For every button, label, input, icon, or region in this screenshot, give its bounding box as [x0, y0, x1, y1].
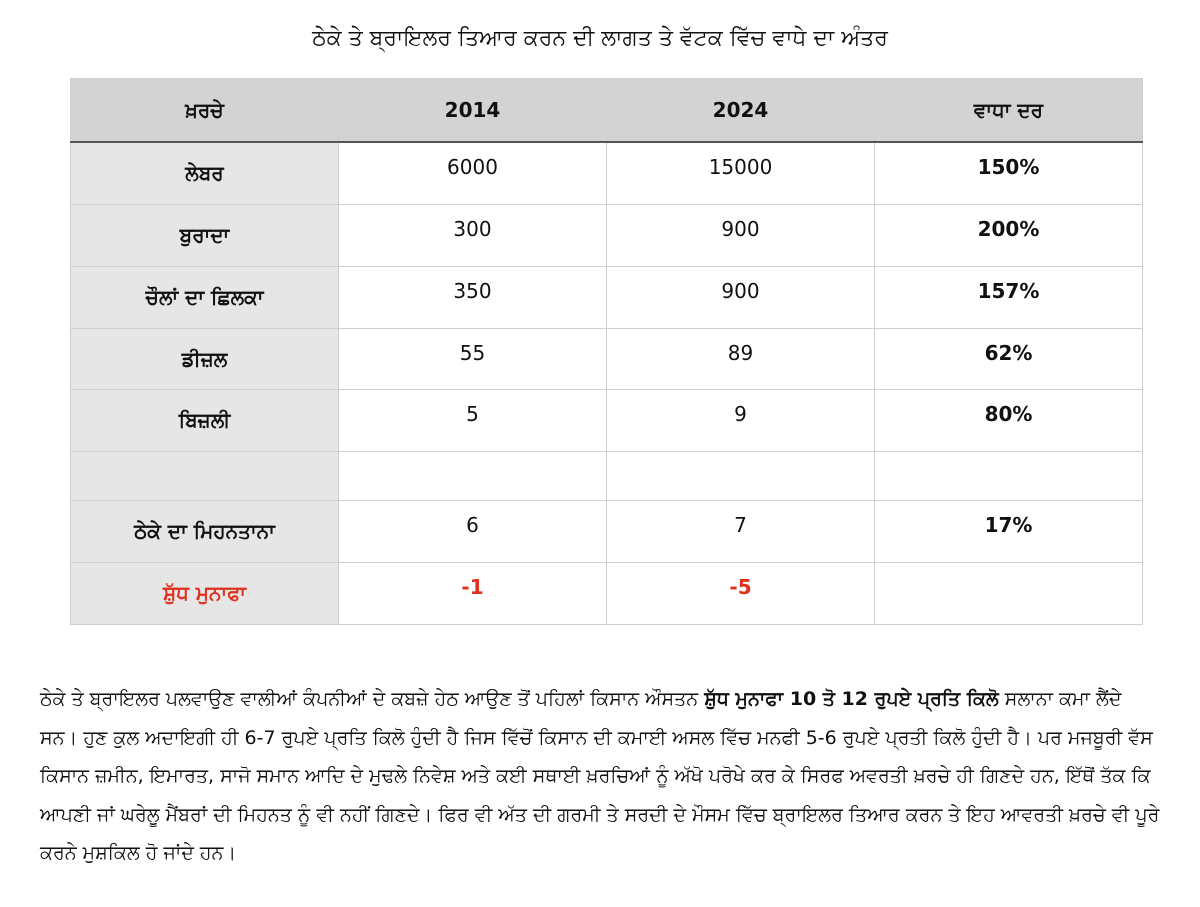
value-2024: [607, 500, 875, 562]
value-2024: [607, 328, 875, 389]
value-2024-text: -5: [729, 575, 752, 599]
value-2024: [607, 389, 875, 451]
header-growth-rate: ਵਾਧਾ ਦਰ: [875, 79, 1143, 143]
row-label-text: ਚੌਲਾਂ ਦਾ ਛਿਲਕਾ: [145, 285, 264, 309]
row-label: [71, 328, 339, 389]
value-2014: [339, 451, 607, 500]
row-label: [71, 451, 339, 500]
value-2024-text: 89: [727, 340, 754, 365]
growth-rate: [875, 562, 1143, 624]
growth-rate-text: 150%: [977, 155, 1040, 180]
value-2014: [339, 562, 607, 624]
row-label-text: ਬਿਜ਼ਲੀ: [178, 408, 231, 432]
row-label-text: ਡੀਜ਼ਲ: [181, 346, 228, 371]
value-2024: [607, 266, 875, 328]
table-row: [71, 389, 1143, 451]
value-2014: [339, 500, 607, 562]
row-label: [71, 500, 339, 562]
row-label: [71, 266, 339, 328]
value-2014: [339, 204, 607, 266]
paragraph-intro: ਠੇਕੇ ਤੇ ਬ੍ਰਾਇਲਰ ਪਲਵਾਉਣ ਵਾਲੀਆਂ ਕੰਪਨੀਆਂ ਦੇ ਕਬਜ਼ੇ ਹੇਠ ਆਉਣ ਤੋਂ ਪਹਿਲਾਂ ਕਿਸਾਨ ਔਸਤਨ: [40, 688, 705, 710]
value-2024-text: 7: [734, 513, 747, 537]
header-expenses: ਖ਼ਰਚੇ: [71, 79, 339, 143]
value-2024: [607, 142, 875, 204]
value-2014-text: 6: [466, 513, 479, 537]
value-2024: [607, 451, 875, 500]
paragraph-highlight: ਸ਼ੁੱਧ ਮੁਨਾਫਾ 10 ਤੋ 12 ਰੁਪਏ ਪ੍ਰਤਿ ਕਿਲੋ: [704, 688, 999, 710]
growth-rate: [875, 500, 1143, 562]
growth-rate: [875, 328, 1143, 389]
value-2024-text: 9: [734, 402, 747, 426]
value-2024-text: 900: [721, 279, 760, 303]
value-2014-text: 5: [466, 402, 479, 426]
growth-rate: [875, 451, 1143, 500]
table-row-empty: [71, 451, 1143, 500]
value-2014-text: 300: [453, 217, 492, 241]
table-row-net-profit: [71, 562, 1143, 624]
row-label-text: ਸ਼ੁੱਧ ਮੁਨਾਫਾ: [162, 581, 247, 605]
value-2014-text: 350: [453, 279, 492, 303]
table-row: [71, 328, 1143, 389]
table-row: [71, 204, 1143, 266]
growth-rate-text: 80%: [984, 402, 1033, 426]
growth-rate: [875, 389, 1143, 451]
value-2014: [339, 142, 607, 204]
value-2014-text: -1: [461, 575, 484, 599]
table-header-row: [71, 79, 1143, 143]
value-2024: [607, 562, 875, 624]
value-2014-text: 55: [459, 340, 486, 365]
row-label: [71, 204, 339, 266]
growth-rate-text: 17%: [984, 513, 1033, 537]
row-label: [71, 562, 339, 624]
header-2024: 2024: [607, 79, 875, 143]
value-2024-text: 15000: [708, 155, 773, 180]
table-row: [71, 266, 1143, 328]
row-label: [71, 389, 339, 451]
table-row: [71, 500, 1143, 562]
value-2014: [339, 328, 607, 389]
growth-rate: [875, 266, 1143, 328]
page-title: ਠੇਕੇ ਤੇ ਬ੍ਰਾਇਲਰ ਤਿਆਰ ਕਰਨ ਦੀ ਲਾਗਤ ਤੇ ਵੱਟਕ ਵਿੱਚ ਵਾਧੇ ਦਾ ਅੰਤਰ: [312, 26, 888, 51]
row-label-text: ਲੇਬਰ: [185, 161, 224, 186]
value-2014: [339, 266, 607, 328]
header-2014: 2014: [339, 79, 607, 143]
explanation-paragraph: [40, 680, 1160, 873]
row-label-text: ਠੇਕੇ ਦਾ ਮਿਹਨਤਾਨਾ: [134, 519, 275, 543]
value-2024: [607, 204, 875, 266]
paragraph-body: ਸਲਾਨਾ ਕਮਾ ਲੈਂਦੇ ਸਨ। ਹੁਣ ਕੁਲ ਅਦਾਇਗੀ ਹੀ 6-7 ਰੁਪਏ ਪ੍ਰਤਿ ਕਿਲੋ ਹੁੰਦੀ ਹੈ ਜਿਸ ਵਿੱਚੋਂ ਕਿਸਾਨ ਦੀ ਕਮਾਈ ਅਸਲ ਵਿੱਚ ਮਨਫੀ 5-6 ਰੁਪਏ ਪ੍ਰਤੀ ਕਿਲੋ ਹੁੰਦੀ ਹੈ। ਪਰ ਮਜਬੂਰੀ ਵੱਸ ਕਿਸਾਨ ਜ਼ਮੀਨ, ਇਮਾਰਤ, ਸਾਜੋ ਸਮਾਨ ਆਦਿ ਦੇ ਮੁਢਲੇ ਨਿਵੇਸ਼ ਅਤੇ ਕਈ ਸਥਾਈ ਖ਼ਰਚਿਆਂ ਨੂੰ ਅੱਖੋ ਪਰੋਖੇ ਕਰ ਕੇ ਸਿਰਫ ਅਵਰਤੀ ਖ਼ਰਚੇ ਹੀ ਗਿਣਦੇ ਹਨ, ਇੱਥੋਂ ਤੱਕ ਕਿ ਆਪਣੀ ਜਾਂ ਘਰੇਲੂ ਮੈਂਬਰਾਂ ਦੀ ਮਿਹਨਤ ਨੂੰ ਵੀ ਨਹੀਂ ਗਿਣਦੇ। ਫਿਰ ਵੀ ਅੱਤ ਦੀ ਗਰਮੀ ਤੇ ਸਰਦੀ ਦੇ ਮੌਸਮ ਵਿੱਚ ਬ੍ਰਾਇਲਰ ਤਿਆਰ ਕਰਨ ਤੇ ਇਹ ਆਵਰਤੀ ਖ਼ਰਚੇ ਵੀ ਪੂਰੇ ਕਰਨੇ ਮੁਸ਼ਕਿਲ ਹੋ ਜਾਂਦੇ ਹਨ।: [40, 688, 1160, 864]
growth-rate: [875, 204, 1143, 266]
table-row: [71, 142, 1143, 204]
row-label: [71, 142, 339, 204]
growth-rate-text: 62%: [984, 340, 1033, 365]
value-2014-text: 6000: [447, 155, 498, 180]
cost-comparison-table: [70, 78, 1143, 625]
row-label-text: ਬੁਰਾਦਾ: [179, 223, 230, 247]
growth-rate-text: 157%: [977, 279, 1040, 303]
value-2014: [339, 389, 607, 451]
growth-rate-text: 200%: [977, 217, 1040, 241]
growth-rate: [875, 142, 1143, 204]
value-2024-text: 900: [721, 217, 760, 241]
